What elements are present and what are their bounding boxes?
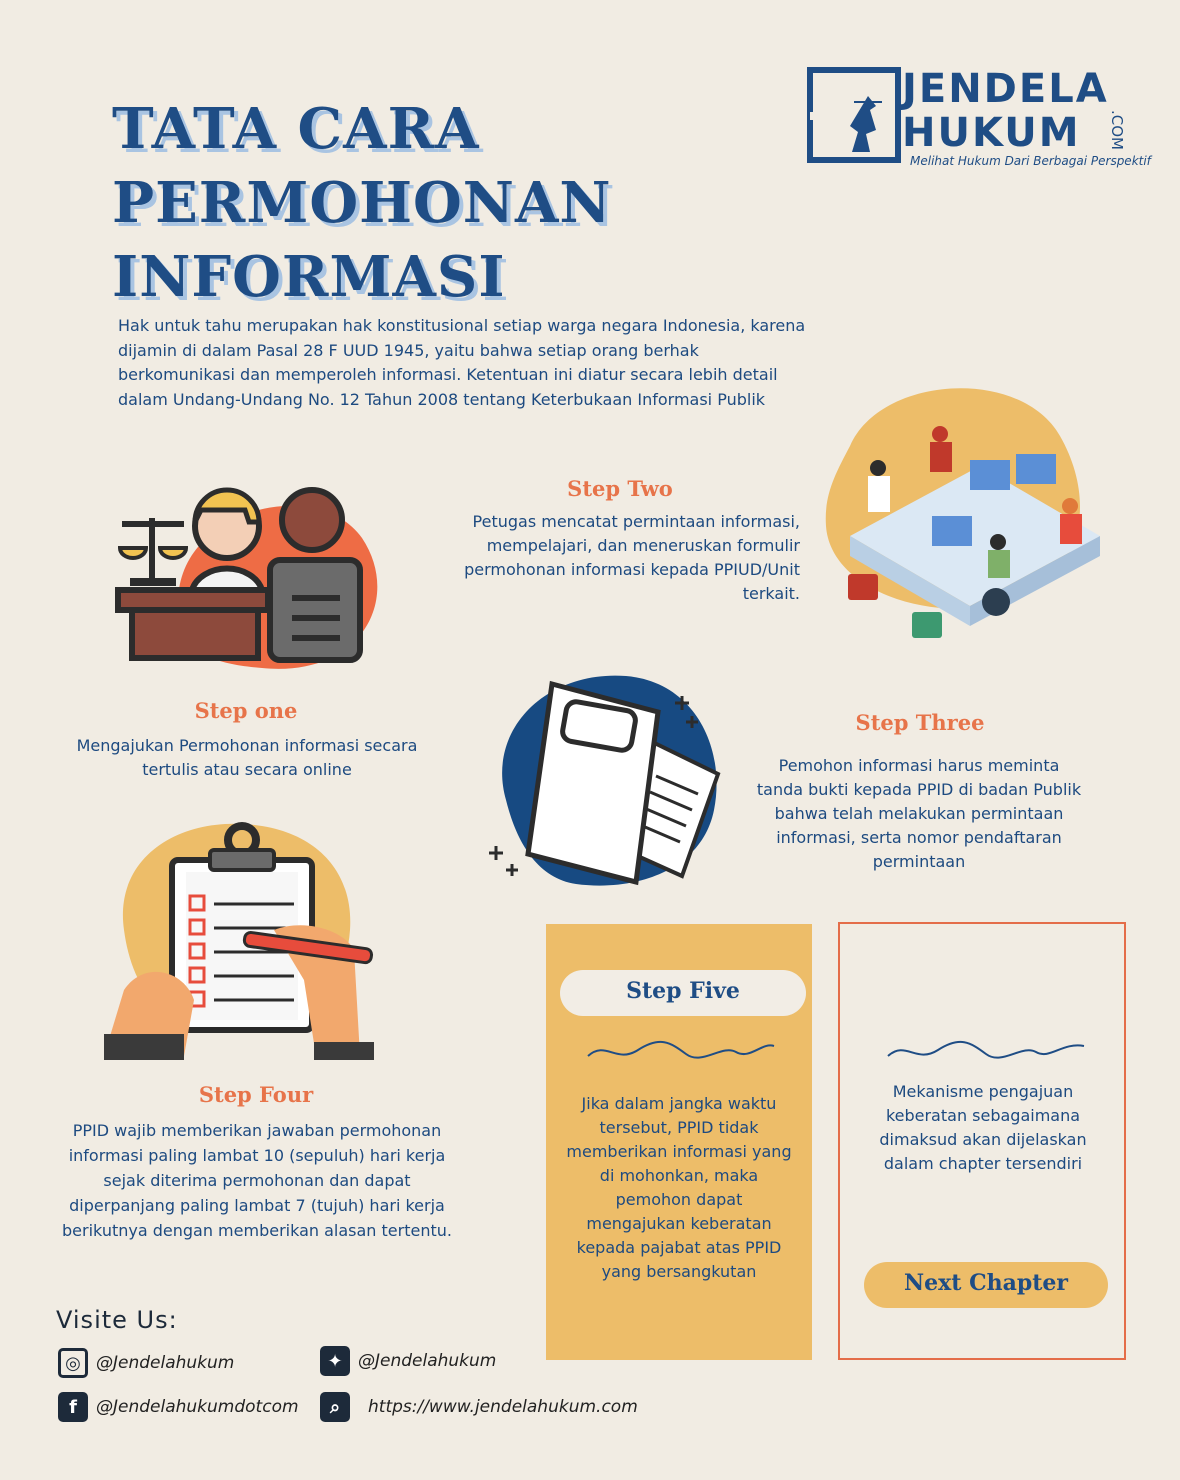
facebook-handle: @Jendelahukumdotcom bbox=[96, 1397, 299, 1417]
step-five-text: Jika dalam jangka waktu tersebut, PPID tidak memberikan informasi yang di mohonkan, maka pemohon dapat mengajukan keberatan kepada pajabat atas PPID yang bersangkutan bbox=[566, 1094, 792, 1281]
logo-suffix: .COM bbox=[1108, 110, 1126, 150]
browser-search-icon: ⌕ bbox=[320, 1392, 350, 1422]
logo-line-2: HUKUM bbox=[902, 110, 1081, 156]
documents-illustration bbox=[486, 670, 722, 890]
title-line-1: TATA CARA bbox=[112, 96, 480, 162]
twitter-icon: ✦ bbox=[320, 1346, 350, 1376]
next-chapter-card bbox=[838, 922, 1126, 1360]
step-four-heading: Step Four bbox=[198, 1082, 314, 1107]
logo-tagline: Melihat Hukum Dari Berbagai Perspektif bbox=[910, 154, 1151, 168]
twitter-handle: @Jendelahukum bbox=[358, 1351, 497, 1371]
wave-divider bbox=[886, 1036, 1086, 1066]
instagram-link[interactable] bbox=[58, 1348, 234, 1378]
title-line-3: INFORMASI bbox=[112, 244, 506, 310]
office-workers-illustration bbox=[820, 376, 1110, 646]
logo-line-1: JENDELA bbox=[902, 66, 1109, 112]
step-five-card bbox=[546, 924, 812, 1360]
step-five-heading: Step Five bbox=[626, 978, 740, 1004]
next-chapter-label: Next Chapter bbox=[904, 1270, 1068, 1296]
facebook-icon: f bbox=[58, 1392, 88, 1422]
next-chapter-text: Mekanisme pengajuan keberatan sebagaimana dimaksud akan dijelaskan dalam chapter tersendiri bbox=[879, 1082, 1087, 1173]
twitter-link[interactable] bbox=[320, 1346, 496, 1376]
wave-divider bbox=[586, 1036, 776, 1066]
step-two-text: Petugas mencatat permintaan informasi, mempelajari, dan meneruskan formulir permohonan informasi kepada PPIUD/Unit terkait. bbox=[464, 512, 800, 603]
instagram-handle: @Jendelahukum bbox=[96, 1353, 235, 1373]
facebook-link[interactable] bbox=[58, 1392, 299, 1422]
scale-icon bbox=[120, 518, 186, 586]
step-one-heading: Step one bbox=[194, 698, 298, 723]
page-title bbox=[112, 92, 632, 314]
visit-heading: Visite Us: bbox=[56, 1306, 178, 1334]
next-chapter-button[interactable] bbox=[864, 1262, 1108, 1308]
instagram-icon: ◎ bbox=[58, 1348, 88, 1378]
step-four-text: PPID wajib memberikan jawaban permohonan informasi paling lambat 10 (sepuluh) hari kerja sejak diterima permohonan dan dapat diperpanjang paling lambat 7 (tujuh) hari kerja berikutnya dengan memberikan alasan tertentu. bbox=[62, 1121, 452, 1240]
checklist-illustration bbox=[104, 820, 374, 1060]
step-one-text: Mengajukan Permohonan informasi secara tertulis atau secara online bbox=[76, 736, 418, 779]
intro-paragraph: Hak untuk tahu merupakan hak konstitusional setiap warga negara Indonesia, karena dijamin di dalam Pasal 28 F UUD 1945, yaitu bahwa setiap orang berhak berkomunikasi dan memperoleh informasi. Ketentuan ini diatur secara lebih detail dalam Undang-Undang No. 12 Tahun 2008 tentang Keterbukaan Informasi Publik bbox=[118, 316, 806, 409]
step-three-text: Pemohon informasi harus meminta tanda bukti kepada PPID di badan Publik bahwa telah melakukan permintaan informasi, serta nomor pendaftaran permintaan bbox=[756, 756, 1082, 871]
website-url: https://www.jendelahukum.com bbox=[368, 1397, 638, 1417]
title-line-2: PERMOHONAN bbox=[112, 170, 612, 236]
step-three-heading: Step Three bbox=[855, 710, 985, 735]
jendela-hukum-logo bbox=[806, 66, 1151, 176]
step-five-pill bbox=[560, 970, 806, 1016]
website-link[interactable] bbox=[320, 1392, 638, 1422]
law-office-illustration bbox=[112, 478, 382, 678]
step-two-heading: Step Two bbox=[567, 476, 673, 501]
logo-window-icon bbox=[806, 66, 906, 166]
